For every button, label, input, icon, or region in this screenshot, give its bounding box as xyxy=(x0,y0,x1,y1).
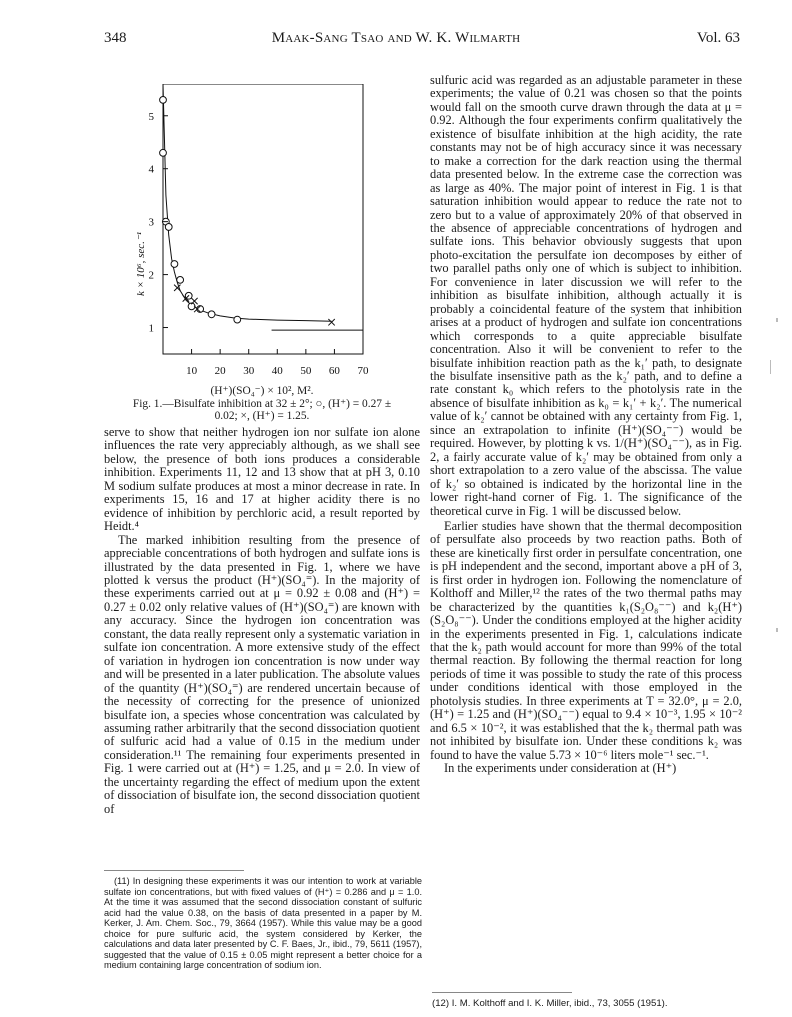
x-tick-label: 60 xyxy=(328,365,340,377)
data-point-circle xyxy=(234,316,241,323)
y-tick-label: 2 xyxy=(148,269,154,282)
right-paragraph-3: In the experiments under consideration at (H⁺) xyxy=(444,761,677,776)
x-tick-label: 10 xyxy=(186,365,198,377)
left-paragraph-2: The marked inhibition resulting from the presence of appreciable concentrations of both hydrogen and sulfate ions is illustrated by the data presented in Fig. 1, where we have plotted k versus the product (H⁺)(SO₄⁼). In the majority of these experiments carried out at μ = 0.92 ± 0.08 and (H⁺) = 0.27 ± 0.02 only relative values of (H⁺)(SO₄⁼) are known with any accuracy. Since the hydrogen ion concentration was constant, the data really represent only a systematic variation in sulfate ion concentration. A more extensive study of the effect of variation in hydrogen ion concentration is now under way and will be presented in a later publication. The absolute values of the quantity (H⁺)(SO₄⁼) are rendered uncertain because of the necessity of correcting for the presence of unionized bisulfate ion, a species whose concentration was calculated by assuming rather arbitrarily that the second dissociation quotient of sulfuric acid had a value of 0.15 in the medium under consideration.¹¹ The remaining four experiments presented in Fig. 1 were carried out at (H⁺) = 1.25, and μ = 2.0. In view of the uncertainty regarding the effect of medium upon the extent of dissociation of bisulfate ion, the second dissociation quotient of xyxy=(104,532,420,816)
x-tick-label: 50 xyxy=(300,365,312,377)
y-tick-label: 5 xyxy=(148,110,154,123)
data-point-cross xyxy=(191,298,197,304)
y-tick-label: 3 xyxy=(148,216,154,229)
footnote-11 xyxy=(104,876,422,971)
data-point-circle xyxy=(160,96,167,103)
data-point-circle xyxy=(171,261,178,268)
caption-line-1: Fig. 1.—Bisulfate inhibition at 32 ± 2°; ○, (H⁺) = 0.27 ± xyxy=(132,397,392,410)
right-paragraph-2: Earlier studies have shown that the thermal decomposition of persulfate also proceeds by two reaction paths. Both of these are kinetically first order in persulfate concentration, one is pH independent and the second, important above a pH of 3, is first order in hydrogen ion. Following the nomenclature of Kolthoff and Miller,¹² the rates of the two thermal paths may be characterized by the quantities k₁(S₂O₈⁻⁻) and k₂(H⁺)(S₂O₈⁻⁻). Under the conditions employed at the higher acidity in the experiments presented in Fig. 1, calculations indicate that the k₂ path would account for more than 99% of the total thermal reaction. By following the thermal reaction for long periods of time it was possible to study the rate of this process under conditions identical with those employed in the photolysis studies. In three experiments at T = 32.0°, μ = 2.0, (H⁺) = 1.25 and (H⁺)(SO₄⁻⁻) equal to 9.4 × 10⁻³, 1.95 × 10⁻² and 6.5 × 10⁻², it was established that the k₂ thermal path was not inhibited by bisulfate ion. Under these conditions k₂ was found to have the value 5.73 × 10⁻⁶ liters mole⁻¹ sec.⁻¹. xyxy=(430,518,742,762)
running-header xyxy=(0,30,792,52)
page-number: 348 xyxy=(104,30,127,46)
y-axis-label: k × 10⁶, sec.⁻¹ xyxy=(135,231,147,297)
volume-label: Vol. 63 xyxy=(696,30,740,46)
footnote-12 xyxy=(432,998,742,1009)
data-point-cross xyxy=(328,319,334,325)
x-axis-label: (H⁺)(SO₄⁻) × 10², M². xyxy=(210,385,314,397)
scan-mark xyxy=(770,360,771,374)
data-point-circle xyxy=(208,311,215,318)
scan-mark xyxy=(776,628,778,632)
plot-frame xyxy=(163,84,363,354)
x-tick-label: 70 xyxy=(357,365,369,377)
footnote-rule-right xyxy=(432,992,572,993)
footnote-12-text: (12) I. M. Kolthoff and I. K. Miller, ibid., 73, 3055 (1951). xyxy=(432,998,668,1009)
figure-1-caption xyxy=(104,385,420,423)
data-point-circle xyxy=(165,224,172,231)
footnote-11-text: (11) In designing these experiments it was our intention to work at variable sulfate ion concentrations, but with fixed values of (H⁺) = 0.286 and μ = 1.0. At the time it was assumed that the second dissociation constant of sulfuric acid had the value 0.38, on the basis of data presented in a paper by M. Kerker, J. Am. Chem. Soc., 79, 3664 (1957). While this value may be a good choice for pure sulfuric acid, the system considered by Kerker, the calculations and data later presented by C. F. Baes, Jr., ibid., 79, 5611 (1957), suggested that the value of 0.15 ± 0.05 might represent a better choice for a medium containing large concentration of sodium ion. xyxy=(104,876,422,971)
left-paragraph-1: serve to show that neither hydrogen ion nor sulfate ion alone influences the rate very appreciably although, as we shall see below, the presence of both ions produces a considerable inhibition. Experiments 11, 12 and 13 show that at pH 3, 0.10 M sodium sulfate produces at most a minor decrease in rate. In experiments 15, 16 and 17 at higher acidity there is no evidence of inhibition by perchloric acid, a result reported by Heidt.⁴ xyxy=(104,425,420,534)
x-tick-label: 30 xyxy=(243,365,255,377)
running-authors: Maak-Sang Tsao and W. K. Wilmarth xyxy=(271,30,521,46)
right-paragraph-1: sulfuric acid was regarded as an adjustable parameter in these experiments; the value of 0.21 was chosen so that the points would fall on the smooth curve drawn through the data at μ = 0.92. Although the four experiments confirm qualitatively the existence of bisulfate inhibition at the high acidity, the rate constants may not be of high accuracy since it was necessary to make a correction for the dark reaction using the thermal data presented below. In the extreme case the correction was as large as 40%. The major point of interest in Fig. 1 is that saturation inhibition would appear to reduce the rate not to zero but to a value of approximately 20% of that observed in the absence of appreciable concentrations of hydrogen and sulfate ions. This behavior obviously suggests that upon photo-excitation the persulfate ion decomposes by either of two parallel paths only one of which is subject to inhibition. For convenience in later discussion we will refer to the inhibition as bisulfate inhibition, although actually it is probably a coincidental feature of the system that inhibition arises at a product of hydrogen and sulfate ion concentrations which corresponds to a quite appreciable bisulfate concentration. Also it will be convenient to refer to the bisulfate inhibition reaction path as the k₁′ path, to designate the bisulfate insensitive path as the k₂′ path, and to define a rate constant k₀ which refers to the photolysis rate in the absence of bisulfate inhibition as k₀ = k₁′ + k₂′. The numerical value of k₂′ cannot be obtained with any certainty from Fig. 1, since an extrapolation to infinite (H⁺)(SO₄⁻⁻) would be required. However, by plotting k vs. 1/(H⁺)(SO₄⁻⁻), as in Fig. 2, a fairly accurate value of k₂′ may be obtained from only a short extrapolation to a zero value of the abscissa. The value of k₂′ so obtained is indicated by the horizontal line in the lower right-hand corner of Fig. 1. The significance of the theoretical curve in Fig. 1 will be discussed below. xyxy=(430,73,742,518)
y-tick-label: 4 xyxy=(148,163,154,176)
data-point-circle xyxy=(160,149,167,156)
scan-mark xyxy=(776,318,778,322)
x-tick-label: 40 xyxy=(271,365,283,377)
x-tick-label: 20 xyxy=(214,365,226,377)
right-column xyxy=(430,74,742,776)
data-point-circle xyxy=(177,276,184,283)
caption-line-2: 0.02; ×, (H⁺) = 1.25. xyxy=(214,410,310,422)
footnote-rule xyxy=(104,870,244,871)
figure-1-plot xyxy=(118,84,378,384)
fitted-curve xyxy=(163,84,332,321)
left-column xyxy=(104,426,420,816)
y-tick-label: 1 xyxy=(148,322,154,335)
